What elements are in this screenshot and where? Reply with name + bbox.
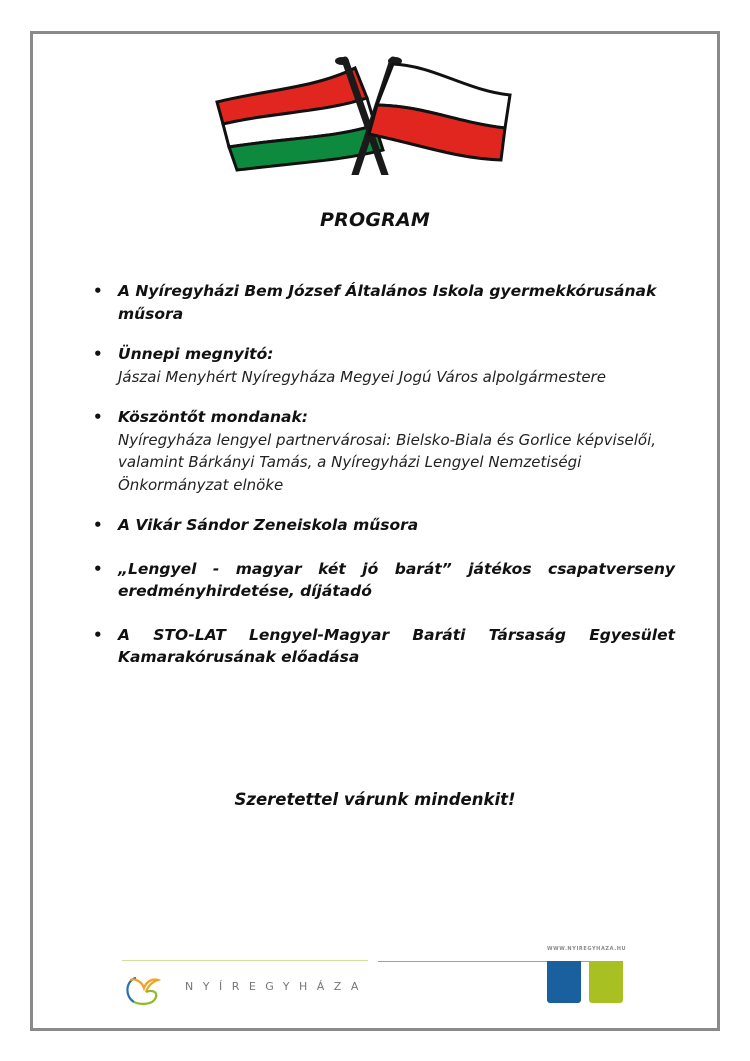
bullet-icon: •: [93, 625, 103, 644]
program-item-title: Köszöntőt mondanak:: [118, 408, 308, 426]
footer-blue-block: [547, 961, 581, 1003]
program-item: [93, 406, 675, 496]
bullet-icon: •: [93, 345, 103, 363]
program-item: [93, 343, 675, 388]
footer-city-name: NYÍREGYHÁZA: [185, 980, 368, 993]
hungarian-polish-flags-illustration: [205, 50, 515, 175]
program-item-description: Nyíregyháza lengyel partnervárosai: Bielsko-Biala és Gorlice képviselői, valamint Bárkányi Tamás, a Nyíregyházi Lengyel Nemzetiségi Önkormányzat elnöke: [118, 430, 657, 494]
footer-green-block: [589, 961, 623, 1003]
program-item: [93, 280, 675, 325]
program-item-title: A Vikár Sándor Zeneiskola műsora: [118, 516, 419, 534]
polish-flag: [369, 64, 510, 160]
program-item: [93, 514, 675, 537]
program-item: [93, 624, 675, 669]
bullet-icon: •: [93, 282, 103, 300]
footer-divider-green: [122, 960, 368, 961]
program-item-title: Ünnepi megnyitó:: [118, 345, 274, 363]
program-item-title: A Nyíregyházi Bem József Általános Iskola gyermekkórusának műsora: [118, 282, 657, 323]
closing-message: Szeretettel várunk mindenkit!: [234, 790, 516, 809]
program-item-description: Jászai Menyhért Nyíregyháza Megyei Jogú Város alpolgármestere: [118, 367, 606, 386]
nyiregyhaza-logo-icon: [122, 972, 162, 1006]
page-title: PROGRAM: [320, 209, 430, 231]
program-item-title: A STO-LAT Lengyel-Magyar Baráti Társaság Egyesület Kamarakórusának előadása: [118, 625, 675, 666]
bullet-icon: •: [93, 559, 103, 578]
footer-divider-blue: [378, 961, 623, 962]
footer-url: WWW.NYIREGYHAZA.HU: [547, 946, 627, 952]
program-item-title: „Lengyel - magyar két jó barát” játékos csapatverseny eredményhirdetése, díjátadó: [118, 559, 675, 600]
program-item: [93, 558, 675, 603]
bullet-icon: •: [93, 516, 103, 534]
bullet-icon: •: [93, 408, 103, 426]
program-list: [93, 280, 675, 669]
